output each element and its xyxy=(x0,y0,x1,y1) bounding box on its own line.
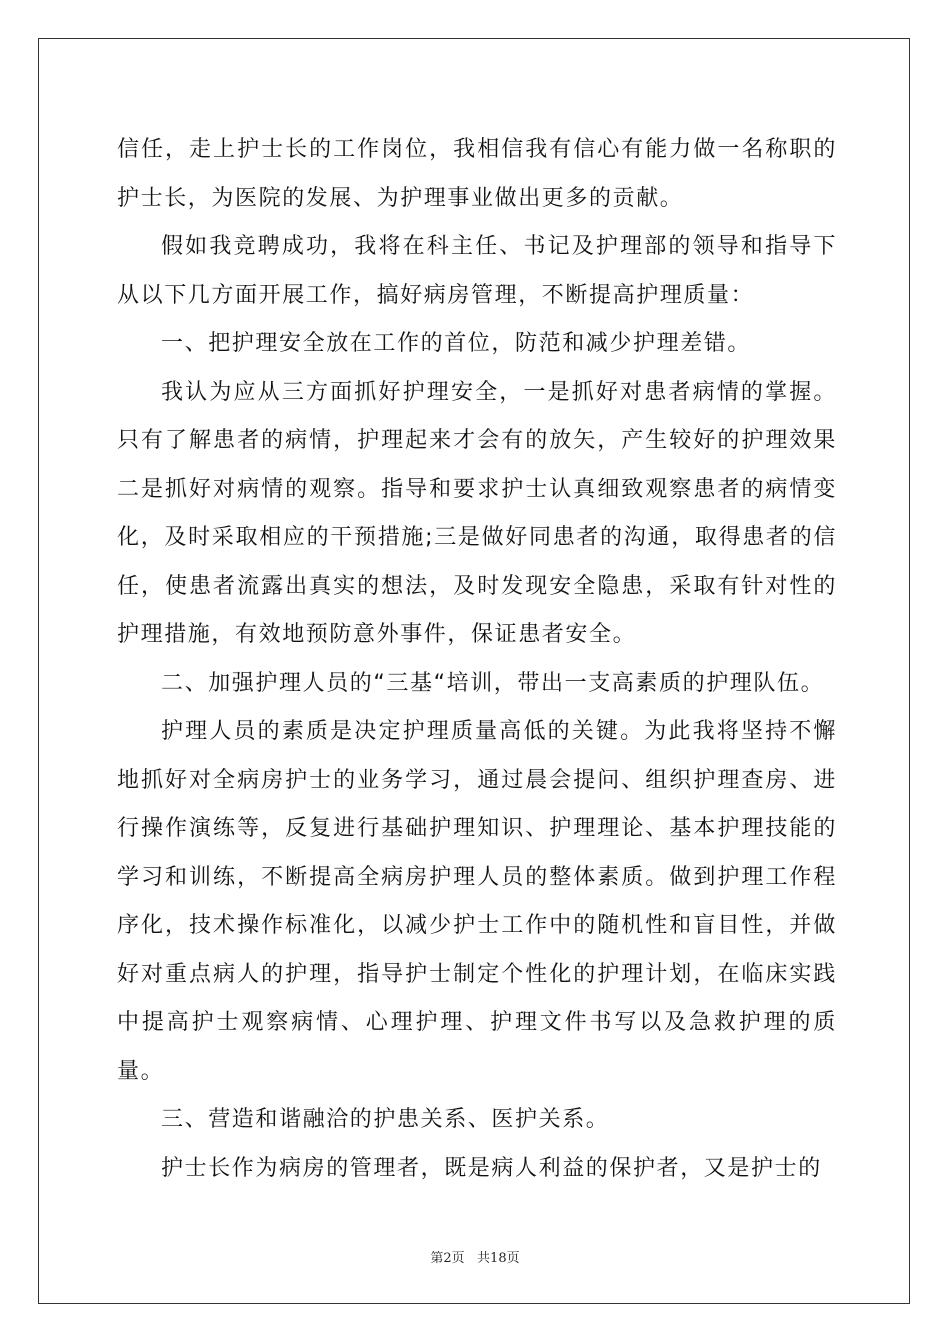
paragraph-2: 假如我竞聘成功，我将在科主任、书记及护理部的领导和指导下从以下几方面开展工作，搞好病房管理，不断提高护理质量： xyxy=(117,234,837,308)
paragraph-1: 信任，走上护士长的工作岗位，我相信我有信心有能力做一名称职的护士长，为医院的发展、为护理事业做出更多的贡献。 xyxy=(117,137,837,211)
paragraph-8: 护士长作为病房的管理者，既是病人利益的保护者，又是护士的 xyxy=(161,1155,822,1181)
document-body xyxy=(117,126,837,1193)
paragraph-3: 一、把护理安全放在工作的首位，防范和减少护理差错。 xyxy=(161,331,752,356)
paragraph-6: 护理人员的素质是决定护理质量高低的关键。为此我将坚持不懈地抓好对全病房护士的业务学习，通过晨会提问、组织护理查房、进行操作演练等，反复进行基础护理知识、护理理论、基本护理技能的学习和训练，不断提高全病房护理人员的整体素质。做到护理工作程序化，技术操作标准化，以减少护士工作中的随机性和盲目性，并做好对重点病人的护理，指导护士制定个性化的护理计划，在临床实践中提高护士观察病情、心理护理、护理文件书写以及急救护理的质量。 xyxy=(117,719,837,1084)
page-number-footer: 第2页 共18页 xyxy=(430,1251,520,1266)
paragraph-5: 二、加强护理人员的“三基“培训，带出一支高素质的护理队伍。 xyxy=(161,670,825,696)
paragraph-7: 三、营造和谐融洽的护患关系、医护关系。 xyxy=(161,1107,610,1132)
paragraph-4: 我认为应从三方面抓好护理安全，一是抓好对患者病情的掌握。只有了解患者的病情，护理起来才会有的放矢，产生较好的护理效果二是抓好对病情的观察。指导和要求护士认真细致观察患者的病情变化，及时采取相应的干预措施;三是做好同患者的沟通，取得患者的信任，使患者流露出真实的想法，及时发现安全隐患，采取有针对性的护理措施，有效地预防意外事件，保证患者安全。 xyxy=(117,379,837,647)
